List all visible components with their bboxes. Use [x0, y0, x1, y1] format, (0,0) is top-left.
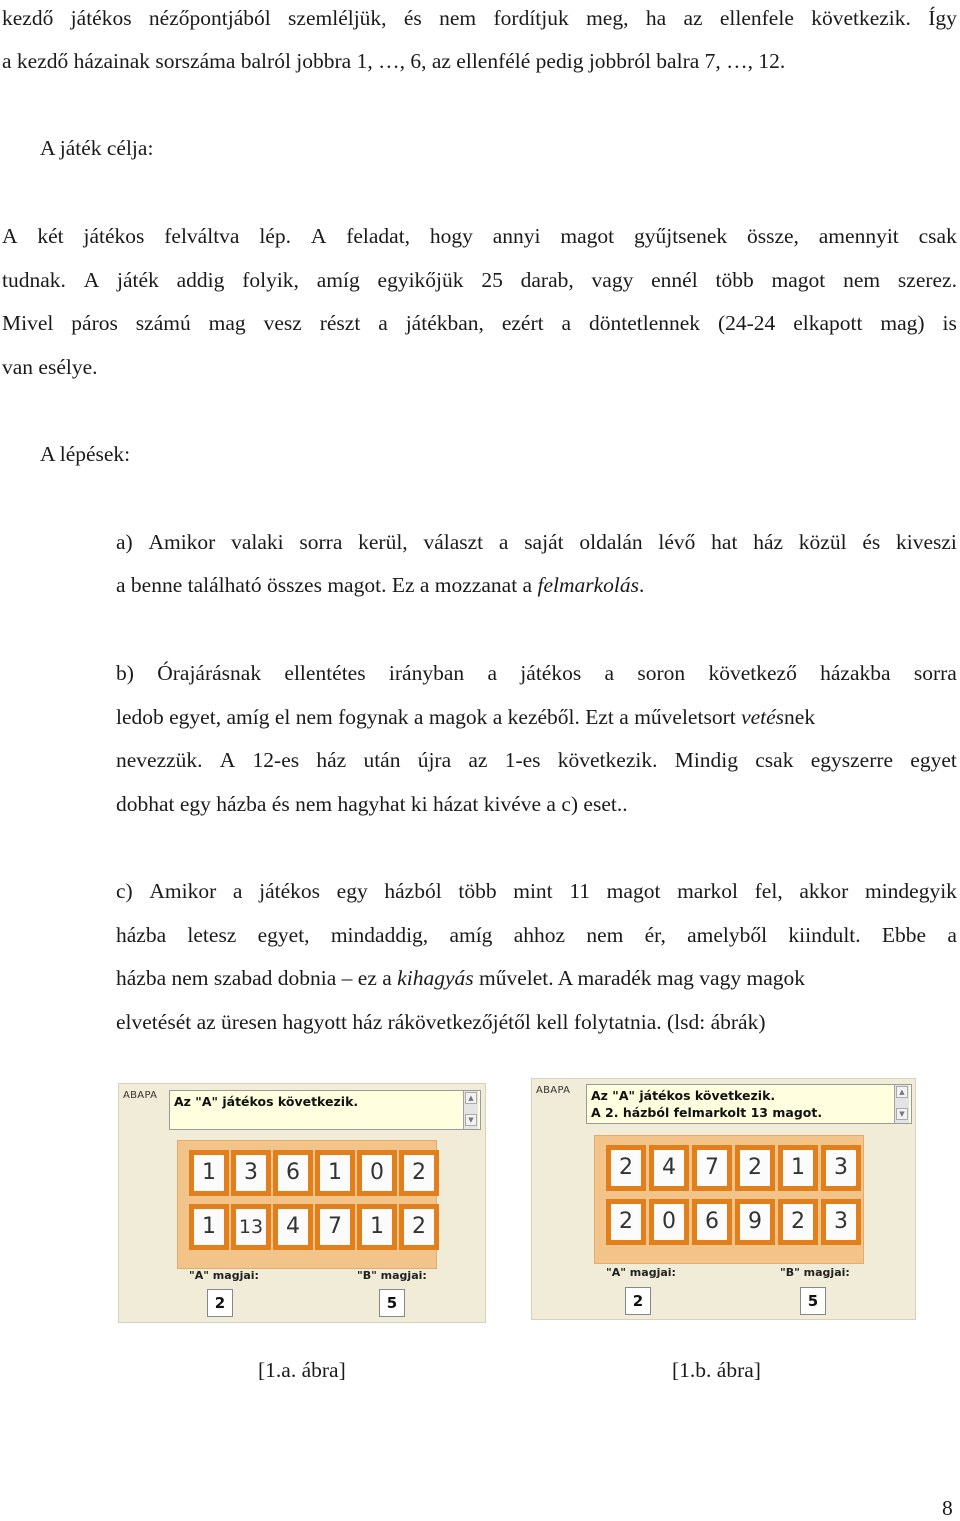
word: addig: [176, 268, 225, 292]
word: lévő: [658, 530, 696, 554]
message-scrollbar[interactable]: [463, 1091, 478, 1129]
step-c-line-1: [116, 878, 957, 904]
house-top-1[interactable]: 2: [606, 1145, 646, 1191]
figure-1b-caption: [1.b. ábra]: [672, 1358, 761, 1382]
word: Órajárásnak: [157, 661, 262, 685]
word: A: [310, 224, 327, 248]
word: egyet,: [257, 923, 310, 947]
word: amelyből: [687, 923, 768, 947]
step-b-line-3: [116, 747, 957, 773]
house-bottom-5[interactable]: 2: [778, 1199, 818, 1245]
word: Mindig: [674, 748, 739, 772]
goal-line-2: [2, 267, 957, 293]
scroll-down-icon[interactable]: ▼: [465, 1114, 477, 1126]
word: játékos: [83, 224, 145, 248]
word: több: [715, 268, 754, 292]
player-a-label: "A" magjai:: [606, 1266, 676, 1279]
word: akkor: [799, 879, 849, 903]
word: ahhoz: [513, 923, 566, 947]
word: hogy: [429, 224, 473, 248]
steps-heading: A lépések:: [40, 442, 131, 466]
word: után: [363, 748, 401, 772]
word: páros: [71, 311, 118, 335]
word: nem: [843, 268, 881, 292]
word: mindegyik: [864, 879, 957, 903]
step-b-line-4: dobhat egy házba és nem hagyhat ki házat kivéve a c) eset..: [116, 792, 628, 816]
house-bottom-3[interactable]: 4: [273, 1204, 313, 1250]
word: vagy: [591, 268, 634, 292]
word: és: [862, 530, 881, 554]
house-bottom-5[interactable]: 1: [357, 1204, 397, 1250]
word: tudnak.: [2, 268, 66, 292]
house-bottom-2[interactable]: 13: [231, 1204, 271, 1250]
app-name: ABAPA: [536, 1085, 571, 1096]
step-b-line-1: [116, 660, 957, 686]
word: döntetlennek: [588, 311, 701, 335]
word: nem: [586, 923, 624, 947]
word: c): [116, 879, 133, 903]
word: mint: [513, 879, 553, 903]
house-top-4[interactable]: 1: [315, 1150, 355, 1196]
word: 11: [569, 879, 591, 903]
goal-line-3: [2, 310, 957, 336]
word: ennél: [651, 268, 698, 292]
word: fordítjuk: [493, 6, 569, 30]
word: irányban: [388, 661, 465, 685]
word: következik.: [811, 6, 911, 30]
message-box[interactable]: [169, 1090, 481, 1130]
word: hat: [711, 530, 738, 554]
house-top-2[interactable]: 4: [649, 1145, 689, 1191]
word: játékban,: [405, 311, 484, 335]
word: ház: [753, 530, 784, 554]
word: a: [232, 879, 243, 903]
word: szerez.: [897, 268, 957, 292]
word: Mivel: [2, 311, 54, 335]
word: két: [37, 224, 64, 248]
word: a: [378, 311, 388, 335]
word: ház: [316, 748, 347, 772]
term-kihagyas: kihagyás: [397, 966, 474, 990]
word: egy: [336, 879, 368, 903]
word: sorra: [913, 661, 957, 685]
word: elkapott: [793, 311, 863, 335]
word: saját: [524, 530, 564, 554]
house-top-6[interactable]: 3: [821, 1145, 861, 1191]
word: soron: [637, 661, 686, 685]
word: játékos: [70, 6, 132, 30]
word: csak: [755, 748, 794, 772]
step-c-line-2: [116, 922, 957, 948]
word: közül: [798, 530, 847, 554]
word: a: [498, 530, 509, 554]
message-line-2: A 2. házból felmarkolt 13 magot.: [591, 1105, 823, 1120]
word: lép.: [259, 224, 291, 248]
house-top-1[interactable]: 1: [189, 1150, 229, 1196]
word: mindaddig,: [330, 923, 429, 947]
goal-heading: A játék célja:: [40, 136, 154, 160]
word: kiindult.: [788, 923, 861, 947]
house-top-5[interactable]: 1: [778, 1145, 818, 1191]
word: ér,: [644, 923, 666, 947]
word: letesz: [187, 923, 237, 947]
word: következő: [708, 661, 797, 685]
step-c-line-4: elvetését az üresen hagyott ház rákövetkezőjétől kell folytatnia. (lsd: ábrák): [116, 1010, 766, 1034]
app-name: ABAPA: [123, 1090, 158, 1101]
scroll-up-icon[interactable]: ▲: [465, 1092, 477, 1104]
word: egyikőjük: [377, 268, 464, 292]
word: az: [683, 6, 703, 30]
word: is: [942, 311, 957, 335]
word: nem: [439, 6, 477, 30]
figure-1b-screenshot: [531, 1078, 916, 1320]
player-a-label: "A" magjai:: [189, 1269, 259, 1282]
word: amíg: [316, 268, 360, 292]
scroll-down-icon[interactable]: ▼: [896, 1108, 908, 1120]
word: meg,: [586, 6, 629, 30]
word: részt: [319, 311, 361, 335]
word: (24-24: [717, 311, 776, 335]
figure-1a-screenshot: [118, 1083, 486, 1323]
word: össze,: [746, 224, 799, 248]
word: magot: [771, 268, 826, 292]
house-bottom-4[interactable]: 7: [315, 1204, 355, 1250]
figure-1a-caption: [1.a. ábra]: [258, 1358, 346, 1382]
word: Ebbe: [881, 923, 927, 947]
word: a: [561, 311, 572, 335]
house-top-3[interactable]: 6: [273, 1150, 313, 1196]
word: az: [468, 748, 488, 772]
house-top-5[interactable]: 0: [357, 1150, 397, 1196]
word: számú: [135, 311, 191, 335]
word: nézőpontjából: [148, 6, 271, 30]
word: ezért: [501, 311, 544, 335]
word: 25: [481, 268, 503, 292]
house-bottom-6[interactable]: 3: [821, 1199, 861, 1245]
step-a-line-1: [116, 529, 957, 555]
word: annyi: [492, 224, 541, 248]
word: magot: [560, 224, 615, 248]
word: b): [116, 661, 134, 685]
word: feladat,: [346, 224, 411, 248]
word: 12-es: [252, 748, 300, 772]
house-top-3[interactable]: 7: [692, 1145, 732, 1191]
player-b-label: "B" magjai:: [357, 1269, 427, 1282]
word: újra: [417, 748, 452, 772]
word: a: [604, 661, 615, 685]
player-b-score: 5: [800, 1287, 826, 1315]
word: játékos: [520, 661, 582, 685]
house-bottom-1[interactable]: 2: [606, 1199, 646, 1245]
word: sorra: [299, 530, 343, 554]
house-bottom-3[interactable]: 6: [692, 1199, 732, 1245]
scroll-up-icon[interactable]: ▲: [896, 1086, 908, 1098]
word: darab,: [520, 268, 574, 292]
step-b-line-2: ledob egyet, amíg el nem fogynak a magok a kezéből. Ezt a műveletsort vetésnek: [116, 705, 816, 729]
word: 1-es: [504, 748, 541, 772]
word: Amikor: [149, 879, 217, 903]
house-bottom-2[interactable]: 0: [649, 1199, 689, 1245]
term-felmarkolas: felmarkolás: [537, 573, 639, 597]
goal-line-1: [2, 223, 957, 249]
word: magot: [606, 879, 661, 903]
word: a: [487, 661, 497, 685]
step-a-line-2: a benne található összes magot. Ez a mozzanat a felmarkolás.: [116, 573, 645, 597]
word: játékos: [259, 879, 321, 903]
word: folyik,: [242, 268, 299, 292]
word: kerül,: [358, 530, 408, 554]
word: következik.: [557, 748, 658, 772]
word: fel,: [754, 879, 783, 903]
word: egyet: [910, 748, 957, 772]
house-bottom-6[interactable]: 2: [399, 1204, 439, 1250]
word: házból: [384, 879, 442, 903]
word: csak: [918, 224, 957, 248]
word: a: [947, 923, 957, 947]
word: házba: [116, 923, 167, 947]
word: a): [116, 530, 133, 554]
word: több: [458, 879, 497, 903]
word: és: [403, 6, 422, 30]
word: nevezzük.: [116, 748, 203, 772]
word: felváltva: [164, 224, 240, 248]
player-a-score: 2: [207, 1289, 233, 1317]
player-b-label: "B" magjai:: [780, 1266, 850, 1279]
message-box[interactable]: [586, 1084, 912, 1124]
player-b-score: 5: [379, 1289, 405, 1317]
step-c-line-3: házba nem szabad dobnia – ez a kihagyás művelet. A maradék mag vagy magok: [116, 966, 805, 990]
word: mag): [880, 311, 925, 335]
word: oldalán: [579, 530, 643, 554]
goal-line-4: van esélye.: [2, 355, 98, 379]
word: kiveszi: [896, 530, 957, 554]
house-bottom-1[interactable]: 1: [189, 1204, 229, 1250]
house-top-2[interactable]: 3: [231, 1150, 271, 1196]
word: valaki: [231, 530, 284, 554]
word: Így: [928, 6, 957, 30]
word: ellentétes: [284, 661, 366, 685]
message-line-1: Az "A" játékos következik.: [174, 1094, 359, 1109]
word: mag: [208, 311, 246, 335]
house-top-4[interactable]: 2: [735, 1145, 775, 1191]
word: szemléljük,: [288, 6, 387, 30]
word: A: [2, 224, 18, 248]
word: A: [219, 748, 236, 772]
message-scrollbar[interactable]: [894, 1085, 909, 1123]
word: választ: [423, 530, 484, 554]
word: A: [83, 268, 100, 292]
intro-line-1: [2, 5, 957, 31]
word: amíg: [449, 923, 493, 947]
word: vesz: [263, 311, 302, 335]
intro-line-2: a kezdő házainak sorszáma balról jobbra 1, …, 6, az ellenfélé pedig jobbról balra 7, …, 12.: [2, 49, 786, 73]
word: egyszerre: [810, 748, 894, 772]
house-top-6[interactable]: 2: [399, 1150, 439, 1196]
player-a-score: 2: [625, 1287, 651, 1315]
word: kezdő: [2, 6, 54, 30]
word: amennyit: [818, 224, 899, 248]
term-vetes: vetés: [741, 705, 785, 729]
word: markol: [677, 879, 738, 903]
message-line-1: Az "A" játékos következik.: [591, 1088, 776, 1103]
word: Amikor: [148, 530, 216, 554]
page-number: 8: [942, 1496, 953, 1520]
word: ha: [645, 6, 667, 30]
word: játék: [117, 268, 159, 292]
house-bottom-4[interactable]: 9: [735, 1199, 775, 1245]
word: ellenfele: [719, 6, 794, 30]
word: házakba: [820, 661, 891, 685]
word: gyűjtsenek: [633, 224, 728, 248]
